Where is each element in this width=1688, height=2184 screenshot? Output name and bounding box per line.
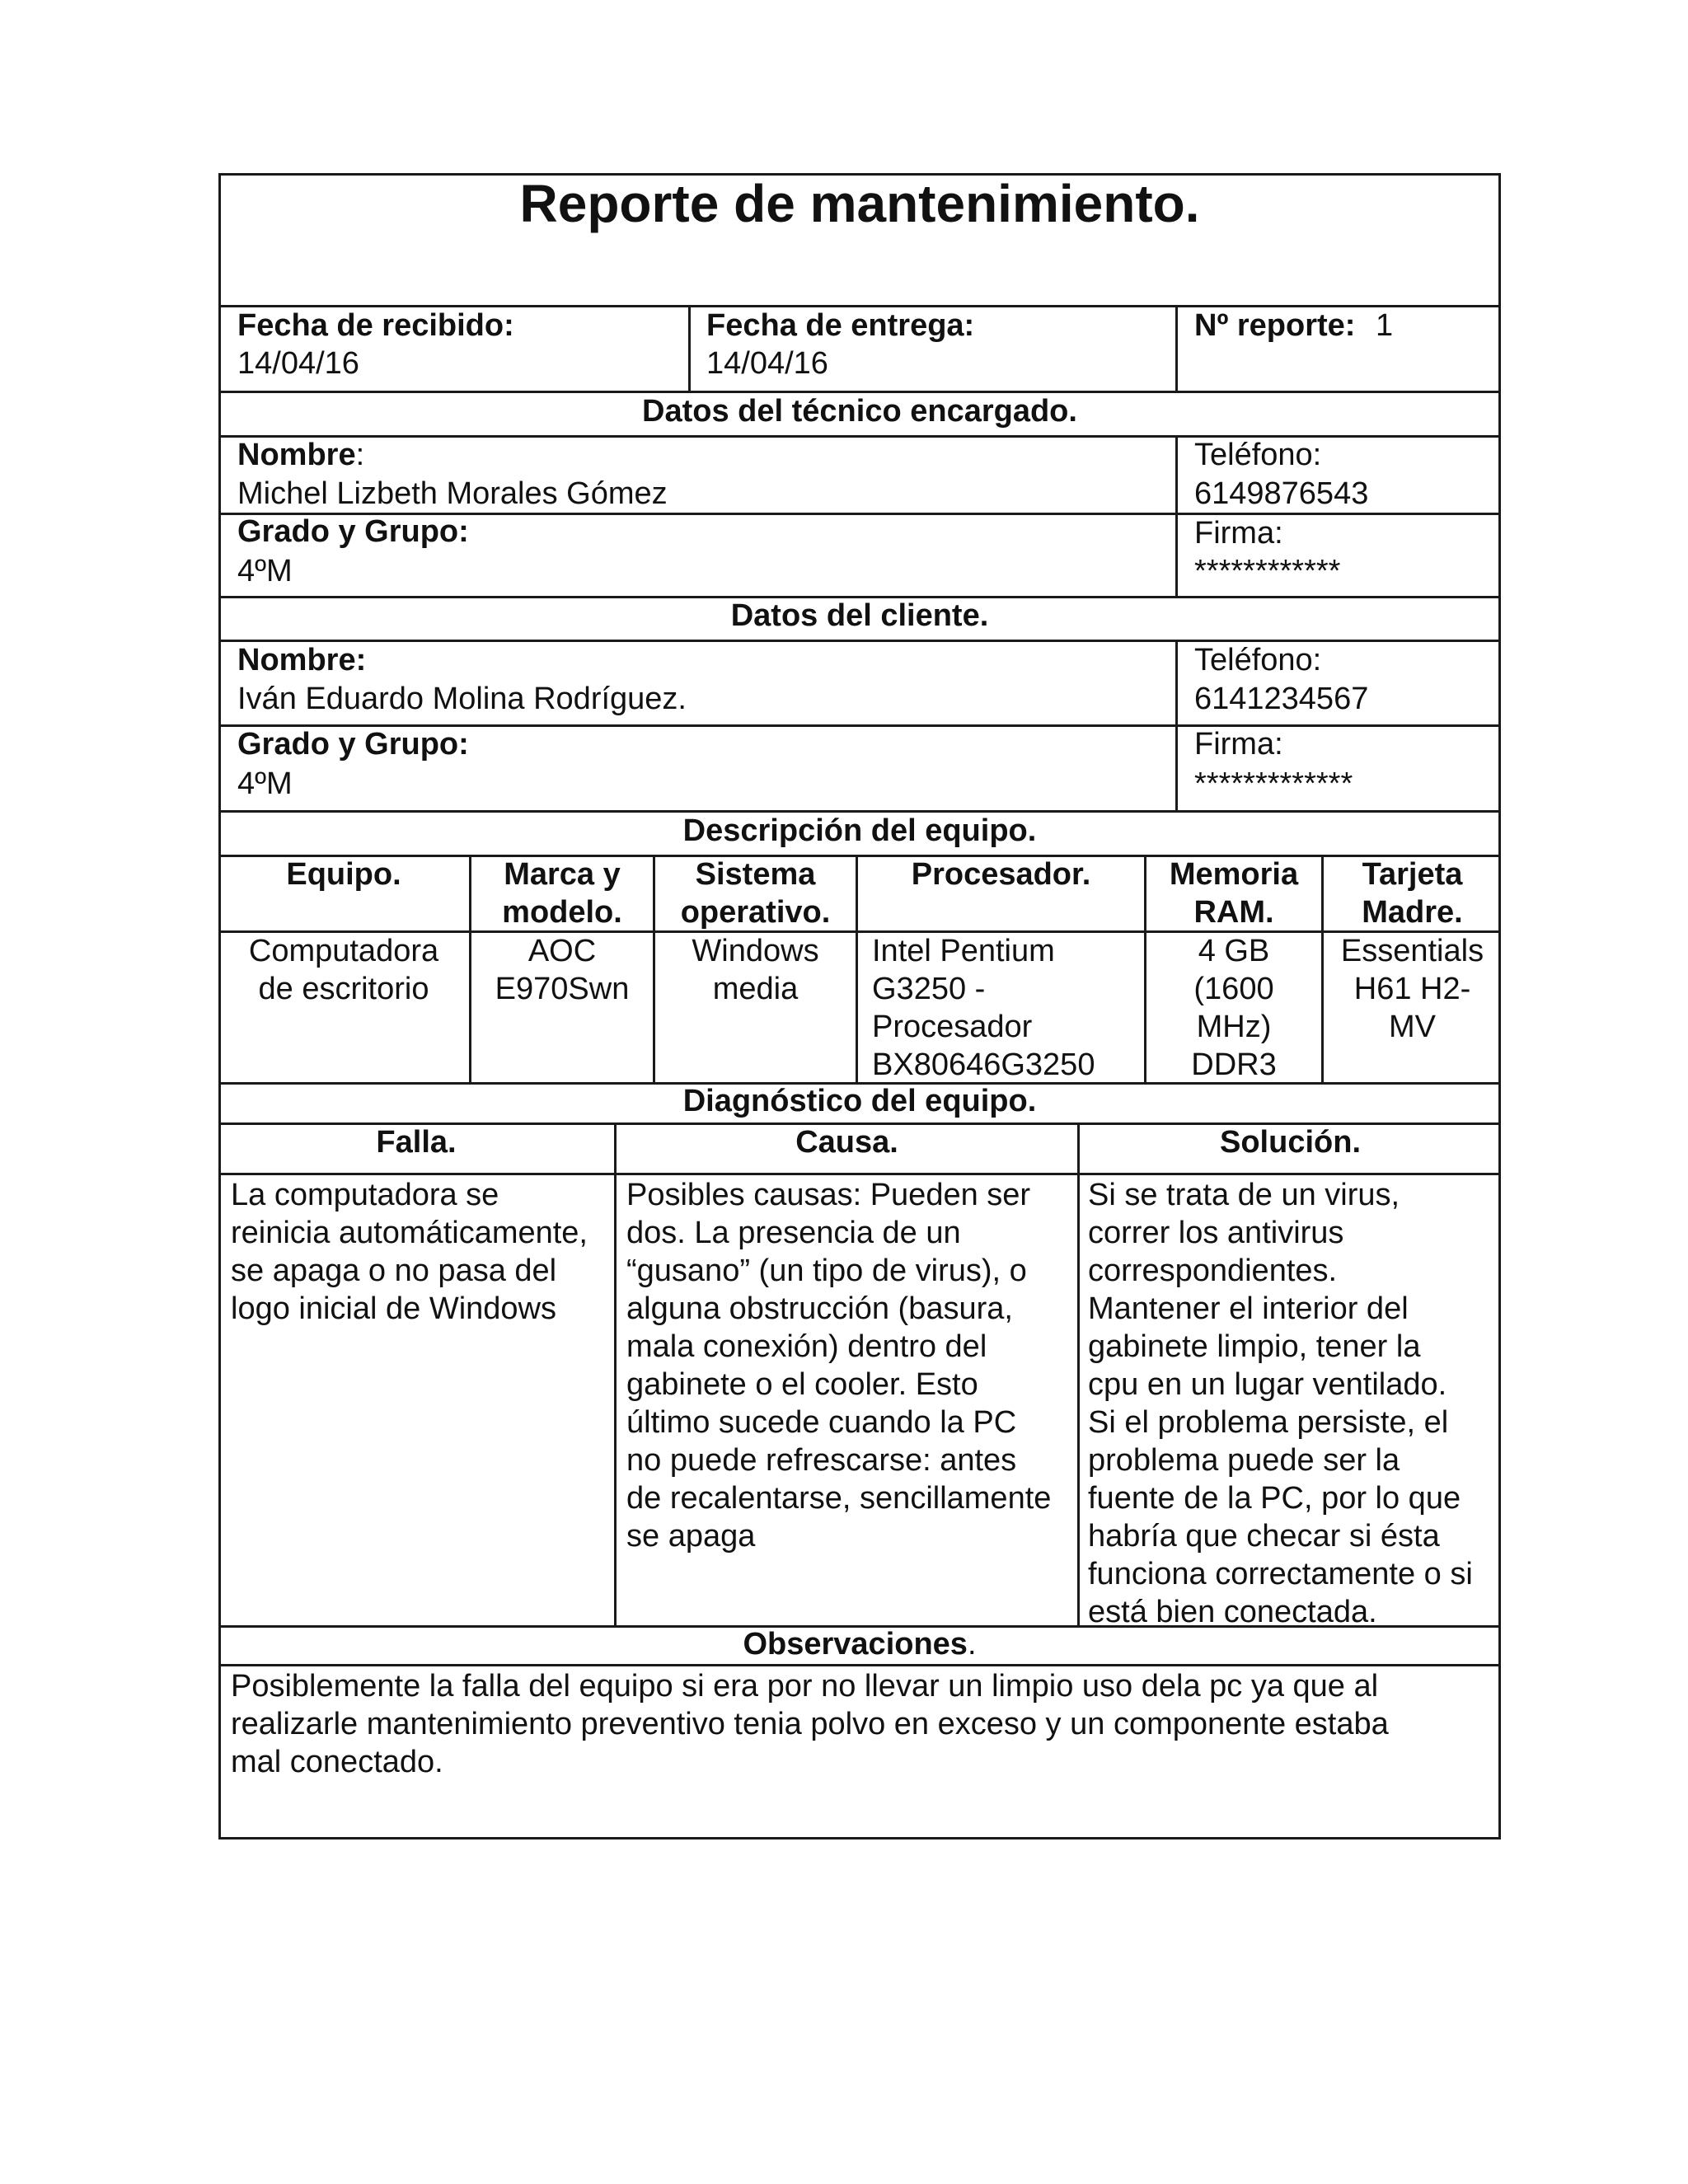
- equipo-header-memoria: [1146, 855, 1321, 931]
- header-line: Tarjeta: [1362, 857, 1463, 892]
- text-line: Mantener el interior del: [1088, 1291, 1409, 1326]
- value-line: de escritorio: [258, 972, 429, 1006]
- equipo-value-sistema: [655, 932, 856, 1008]
- cliente-telefono-label: Teléfono:: [1194, 643, 1322, 677]
- equipo-section-title: Descripción del equipo.: [682, 813, 1037, 848]
- cliente-telefono-value: 6141234567: [1194, 682, 1369, 716]
- tecnico-nombre-colon: :: [355, 438, 365, 472]
- cliente-nombre-value: Iván Eduardo Molina Rodríguez.: [237, 682, 687, 716]
- value-line: Computadora: [248, 934, 439, 968]
- tecnico-firma-value: ************: [1194, 554, 1341, 588]
- header-line: Sistema: [695, 857, 816, 892]
- fecha-entrega-label: Fecha de entrega:: [706, 308, 975, 343]
- text-line: realizarle mantenimiento preventivo tenia polvo en exceso y un componente estaba: [231, 1707, 1389, 1741]
- value-line: media: [712, 972, 799, 1006]
- diagnostico-solucion-text: [1088, 1176, 1473, 1631]
- value-line: DDR3: [1191, 1047, 1277, 1082]
- equipo-value-equipo: [218, 932, 469, 1008]
- text-line: mal conectado.: [231, 1745, 443, 1779]
- equipo-header-marca: [471, 855, 653, 931]
- reporte-value: 1: [1376, 308, 1394, 343]
- header-line: operativo.: [680, 895, 831, 930]
- text-line: Posiblemente la falla del equipo si era por no llevar un limpio uso dela pc ya que al: [231, 1669, 1379, 1704]
- divider: [1175, 640, 1178, 810]
- reporte-label: Nº reporte:: [1194, 308, 1356, 343]
- value-line: Windows: [692, 934, 819, 968]
- equipo-value-tarjeta: [1324, 932, 1501, 1046]
- text-line: Si el problema persiste, el: [1088, 1405, 1449, 1440]
- tecnico-telefono-value: 6149876543: [1194, 476, 1369, 511]
- equipo-value-memoria: [1146, 932, 1321, 1084]
- text-line: cpu en un lugar ventilado.: [1088, 1367, 1447, 1402]
- value-line: Essentials: [1340, 934, 1484, 968]
- divider: [1175, 435, 1178, 596]
- equipo-value-procesador: [872, 932, 1095, 1084]
- header-line: RAM.: [1193, 895, 1274, 930]
- equipo-header-tarjeta: [1324, 855, 1501, 931]
- observaciones-text: [231, 1667, 1389, 1781]
- diagnostico-header-solucion: Solución.: [1220, 1125, 1361, 1160]
- value-line: AOC: [528, 934, 597, 968]
- header-line: modelo.: [502, 895, 622, 930]
- text-line: dos. La presencia de un: [626, 1216, 961, 1250]
- value-line: Intel Pentium: [872, 934, 1055, 968]
- text-line: correr los antivirus: [1088, 1216, 1344, 1250]
- diagnostico-causa-text: [626, 1176, 1051, 1555]
- text-line: reinicia automáticamente,: [231, 1216, 588, 1250]
- diagnostico-section-title: Diagnóstico del equipo.: [682, 1084, 1037, 1118]
- fecha-recibido-value: 14/04/16: [237, 346, 359, 381]
- text-line: gabinete limpio, tener la: [1088, 1329, 1421, 1364]
- cliente-grado-label: Grado y Grupo:: [237, 727, 469, 762]
- text-line: último sucede cuando la PC: [626, 1405, 1017, 1440]
- cliente-section-title: Datos del cliente.: [730, 598, 989, 633]
- reporte-number: [1194, 307, 1393, 344]
- equipo-header-equipo: [218, 855, 469, 893]
- header-line: Procesador.: [911, 857, 1091, 892]
- observaciones-section-title: [218, 1625, 1501, 1663]
- value-line: H61 H2-: [1353, 972, 1471, 1006]
- divider: [1077, 1122, 1080, 1625]
- observaciones-label: Observaciones: [743, 1627, 968, 1661]
- text-line: mala conexión) dentro del: [626, 1329, 987, 1364]
- text-line: problema puede ser la: [1088, 1443, 1400, 1478]
- cliente-firma-value: *************: [1194, 766, 1353, 801]
- value-line: MHz): [1196, 1010, 1272, 1044]
- fecha-entrega-value: 14/04/16: [706, 346, 828, 381]
- value-line: BX80646G3250: [872, 1047, 1095, 1082]
- text-line: no puede refrescarse: antes: [626, 1443, 1017, 1478]
- tecnico-telefono-label: Teléfono:: [1194, 438, 1322, 472]
- cliente-nombre-label: Nombre:: [237, 643, 367, 677]
- equipo-header-sistema: [655, 855, 856, 931]
- divider: [1175, 305, 1178, 391]
- value-line: MV: [1389, 1010, 1436, 1044]
- text-line: se apaga o no pasa del: [231, 1254, 557, 1288]
- text-line: “gusano” (un tipo de virus), o: [626, 1254, 1027, 1288]
- header-line: Madre.: [1362, 895, 1463, 930]
- text-line: se apaga: [626, 1519, 756, 1554]
- header-line: Equipo.: [286, 857, 401, 892]
- cliente-firma-label: Firma:: [1194, 727, 1283, 762]
- divider: [218, 1664, 1501, 1666]
- text-line: gabinete o el cooler. Esto: [626, 1367, 978, 1402]
- diagnostico-falla-text: [231, 1176, 588, 1328]
- value-line: Procesador: [872, 1010, 1033, 1044]
- value-line: 4 GB: [1198, 934, 1270, 968]
- divider: [218, 1173, 1501, 1175]
- header-line: Marca y: [504, 857, 621, 892]
- tecnico-nombre-value: Michel Lizbeth Morales Gómez: [237, 476, 668, 511]
- text-line: fuente de la PC, por lo que: [1088, 1481, 1461, 1516]
- tecnico-firma-label: Firma:: [1194, 516, 1283, 551]
- observaciones-dot: .: [967, 1627, 977, 1661]
- cliente-grado-value: 4ºM: [237, 766, 293, 801]
- text-line: Posibles causas: Pueden ser: [626, 1178, 1031, 1212]
- text-line: está bien conectada.: [1088, 1595, 1377, 1629]
- equipo-value-marca: [471, 932, 653, 1008]
- tecnico-grado-value: 4ºM: [237, 554, 293, 588]
- text-line: habría que checar si ésta: [1088, 1519, 1440, 1554]
- page-title: Reporte de mantenimiento.: [519, 174, 1200, 233]
- value-line: (1600: [1193, 972, 1274, 1006]
- diagnostico-header-falla: Falla.: [376, 1125, 457, 1160]
- tecnico-section-title: Datos del técnico encargado.: [642, 394, 1077, 429]
- value-line: E970Swn: [495, 972, 630, 1006]
- tecnico-nombre-label-wrap: [237, 436, 364, 474]
- fecha-recibido-label: Fecha de recibido:: [237, 308, 514, 343]
- text-line: logo inicial de Windows: [231, 1291, 556, 1326]
- diagnostico-header-causa: Causa.: [795, 1125, 898, 1160]
- text-line: correspondientes.: [1088, 1254, 1338, 1288]
- header-line: Memoria: [1169, 857, 1299, 892]
- text-line: alguna obstrucción (basura,: [626, 1291, 1013, 1326]
- divider: [614, 1122, 617, 1625]
- tecnico-grado-label: Grado y Grupo:: [237, 514, 469, 549]
- equipo-header-procesador: [858, 855, 1144, 893]
- text-line: Si se trata de un virus,: [1088, 1178, 1400, 1212]
- text-line: La computadora se: [231, 1178, 499, 1212]
- text-line: funciona correctamente o si: [1088, 1557, 1473, 1591]
- tecnico-nombre-label: Nombre: [237, 438, 356, 472]
- text-line: de recalentarse, sencillamente: [626, 1481, 1052, 1516]
- value-line: G3250 -: [872, 972, 986, 1006]
- divider: [688, 305, 691, 391]
